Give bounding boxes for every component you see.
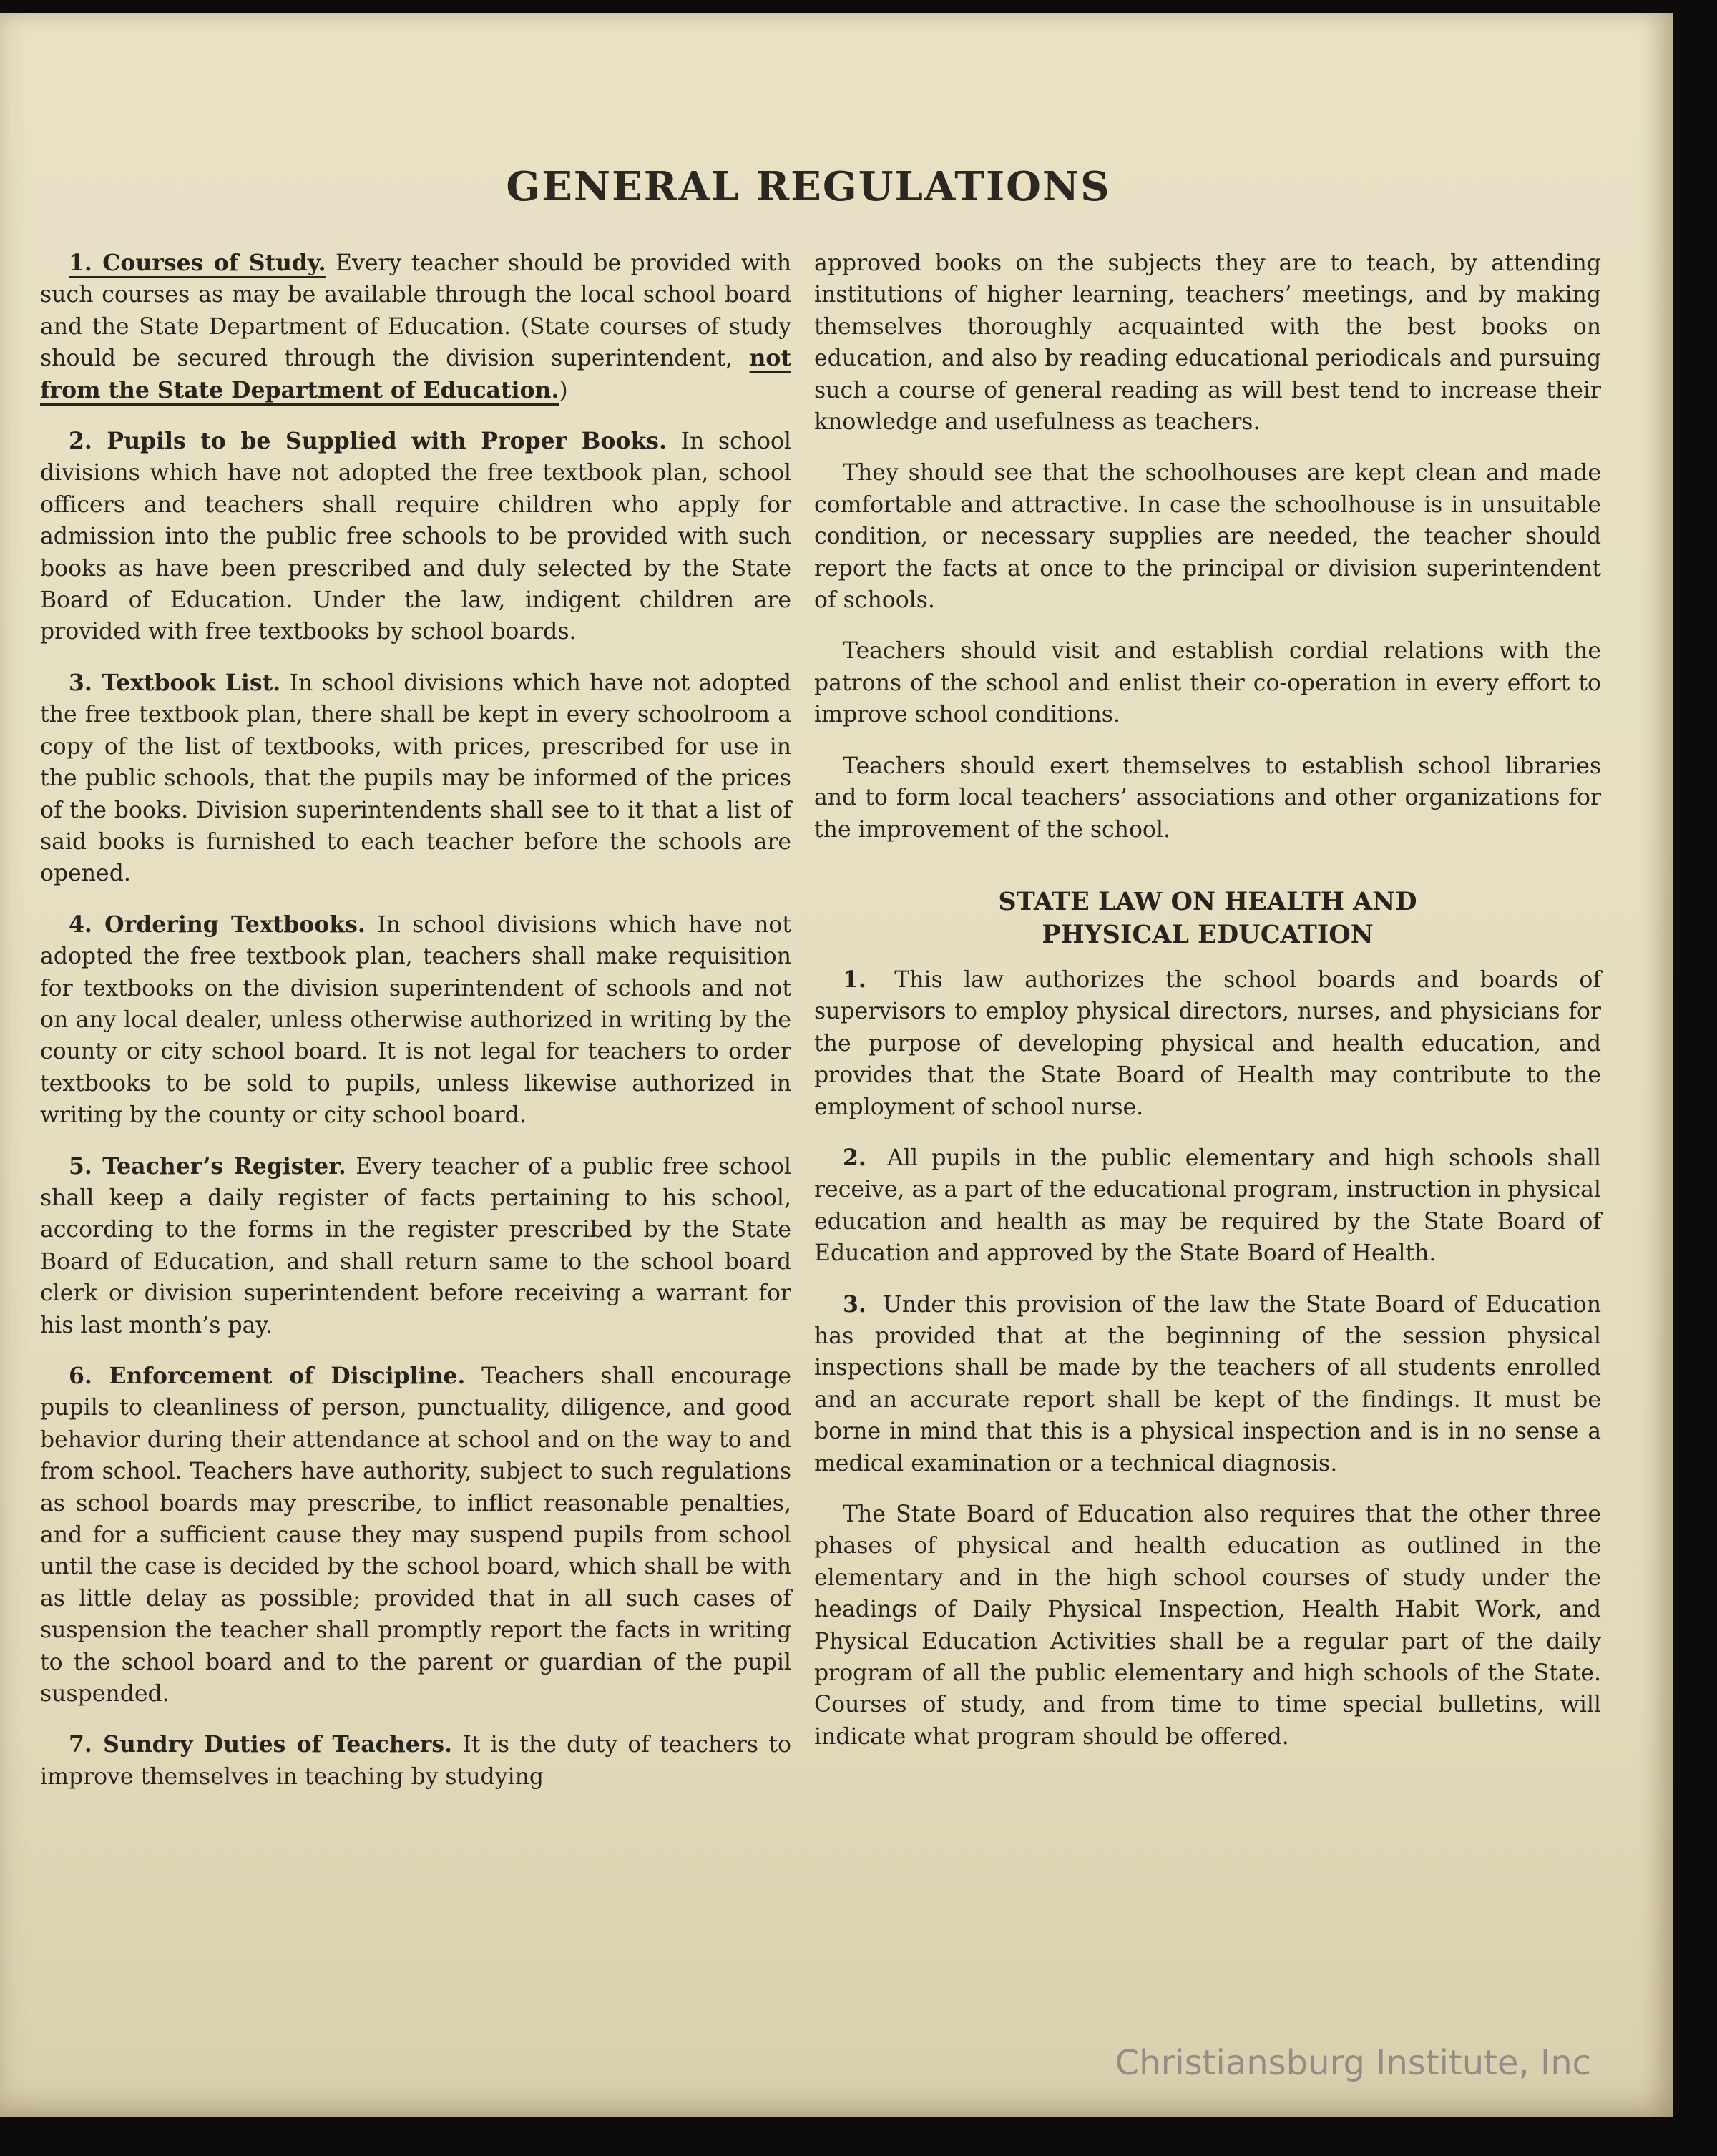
watermark: Christiansburg Institute, Inc xyxy=(1115,2043,1591,2083)
regulation-text: In school divisions which have not adopted the free textbook plan, teachers shall make requisition for textbooks on the division superintendent of schools and not on any local dealer, unless otherwise authorized in writing by the county or city school board. It is not legal for teachers to order textbooks to be sold to pupils, unless likewise authorized in writing by the county or city school board. xyxy=(40,911,791,1129)
page-title: GENERAL REGULATIONS xyxy=(506,163,1111,210)
regulation-text: Every teacher should be provided with such courses as may be available through the local school board and the State Department of Education. (State courses of study should be secured through the division superintendent, xyxy=(40,250,791,372)
continuation-paragraph: Teachers should visit and establish cordial relations with the patrons of the school and enlist their co-operation in every effort to improve school conditions. xyxy=(814,638,1601,728)
section-heading xyxy=(814,886,1601,951)
left-column xyxy=(40,248,791,1812)
regulation-5 xyxy=(40,1151,791,1341)
regulation-heading: 6. Enforcement of Discipline. xyxy=(69,1363,466,1389)
law-item-text: This law authorizes the school boards and boards of supervisors to employ physical directors, nurses, and physicians for the purpose of developing physical and health education, and provides that the State Board of Health may contribute to the employment of school nurse. xyxy=(814,966,1602,1120)
law-item-3 xyxy=(814,1289,1601,1479)
right-column xyxy=(814,248,1601,1772)
regulation-text: In school divisions which have not adopted the free textbook plan, school officers and teachers shall require children who apply for admission into the public free schools to be provided with such books as have been prescribed and duly selected by the State Board of Education. Under the law, indigent children are provided with free textbooks by school boards. xyxy=(40,428,791,645)
law-item-text: All pupils in the public elementary and high schools shall receive, as a part of the educational program, instruction in physical education and health as may be required by the State Board of Education and approved by the State Board of Health. xyxy=(814,1145,1601,1267)
regulation-7 xyxy=(40,1729,791,1793)
regulation-heading: 2. Pupils to be Supplied with Proper Books. xyxy=(69,428,667,455)
section-heading-line: PHYSICAL EDUCATION xyxy=(1042,919,1374,949)
regulation-3 xyxy=(40,667,791,890)
regulation-text: Every teacher of a public free school shall keep a daily register of facts pertaining to his school, according to the forms in the register prescribed by the State Board of Education, and shall return same to the school board clerk or division superintendent before receiving a warrant for his last month’s pay. xyxy=(40,1153,792,1338)
regulation-1 xyxy=(40,248,791,406)
law-item-number: 1. xyxy=(843,966,866,993)
continuation-paragraph: Teachers should exert themselves to establish school libraries and to form local teachers’ associations and other organizations for the improvement of the school. xyxy=(814,753,1601,843)
regulation-heading: 5. Teacher’s Register. xyxy=(69,1152,346,1180)
law-item-2 xyxy=(814,1142,1601,1270)
regulation-heading: 4. Ordering Textbooks. xyxy=(69,911,366,938)
continuation-paragraph: They should see that the schoolhouses are kept clean and made comfortable and attractive. In case the schoolhouse is in unsuitable condition, or necessary supplies are needed, the teacher should report the facts at once to the principal or division superintendent of schools. xyxy=(814,460,1601,614)
regulation-emphasis: not from the State Department of Education. xyxy=(40,345,791,403)
regulation-text: It is the duty of teachers to improve themselves in teaching by studying xyxy=(40,1732,791,1790)
regulation-text: In school divisions which have not adopted the free textbook plan, there shall be kept in every schoolroom a copy of the list of textbooks, with prices, prescribed for use in the public schools, that the pupils may be informed of the prices of the books. Division superintendents shall see to it that a list of said books is furnished to each teacher before the schools are opened. xyxy=(40,670,791,887)
law-item-text: Under this provision of the law the State Board of Education has provided that at the beginning of the session physical inspections shall be made by the teachers of all students enrolled and an accurate report shall be kept of the findings. It must be borne in mind that this is a physical inspection and is in no sense a medical examination or a technical diagnosis. xyxy=(814,1291,1602,1476)
regulation-6 xyxy=(40,1361,791,1710)
regulation-heading: 7. Sundry Duties of Teachers. xyxy=(69,1731,453,1758)
regulation-heading: 3. Textbook List. xyxy=(69,669,281,696)
document-page xyxy=(0,13,1673,2117)
law-item-number: 2. xyxy=(843,1144,866,1171)
continuation-paragraph: approved books on the subjects they are to teach, by attending institutions of higher learning, teachers’ meetings, and by making themselves thoroughly acquainted with the best books on education, and also by reading educational periodicals and pursuing such a course of general reading as will best tend to increase their knowledge and usefulness as teachers. xyxy=(814,250,1601,436)
regulation-4 xyxy=(40,909,791,1132)
closing-paragraph: The State Board of Education also requires that the other three phases of physical and health education as outlined in the elementary and in the high school courses of study under the headings of Daily Physical Inspection, Health Habit Work, and Physical Education Activities shall be a regular part of the daily program of all the public elementary and high schools of the State. Courses of study, and from time to time special bulletins, will indicate what program should be offered. xyxy=(814,1501,1601,1750)
section-heading-line: STATE LAW ON HEALTH AND xyxy=(998,886,1417,916)
law-item-number: 3. xyxy=(843,1290,866,1318)
regulation-heading: 1. Courses of Study. xyxy=(69,250,326,276)
regulation-2 xyxy=(40,426,791,648)
regulation-text: Teachers shall encourage pupils to cleanliness of person, punctuality, diligence, and good behavior during their attendance at school and on the way to and from school. Teachers have authority, subject to such regulations as school boards may prescribe, to inflict reasonable penalties, and for a sufficient cause they may suspend pupils from school until the case is decided by the school board, which shall be with as little delay as possible; provided that in all such cases of suspension the teacher shall promptly report the facts in writing to the school board and to the parent or guardian of the pupil suspended. xyxy=(40,1363,791,1707)
regulation-tail: ) xyxy=(559,377,568,403)
law-item-1 xyxy=(814,964,1601,1123)
